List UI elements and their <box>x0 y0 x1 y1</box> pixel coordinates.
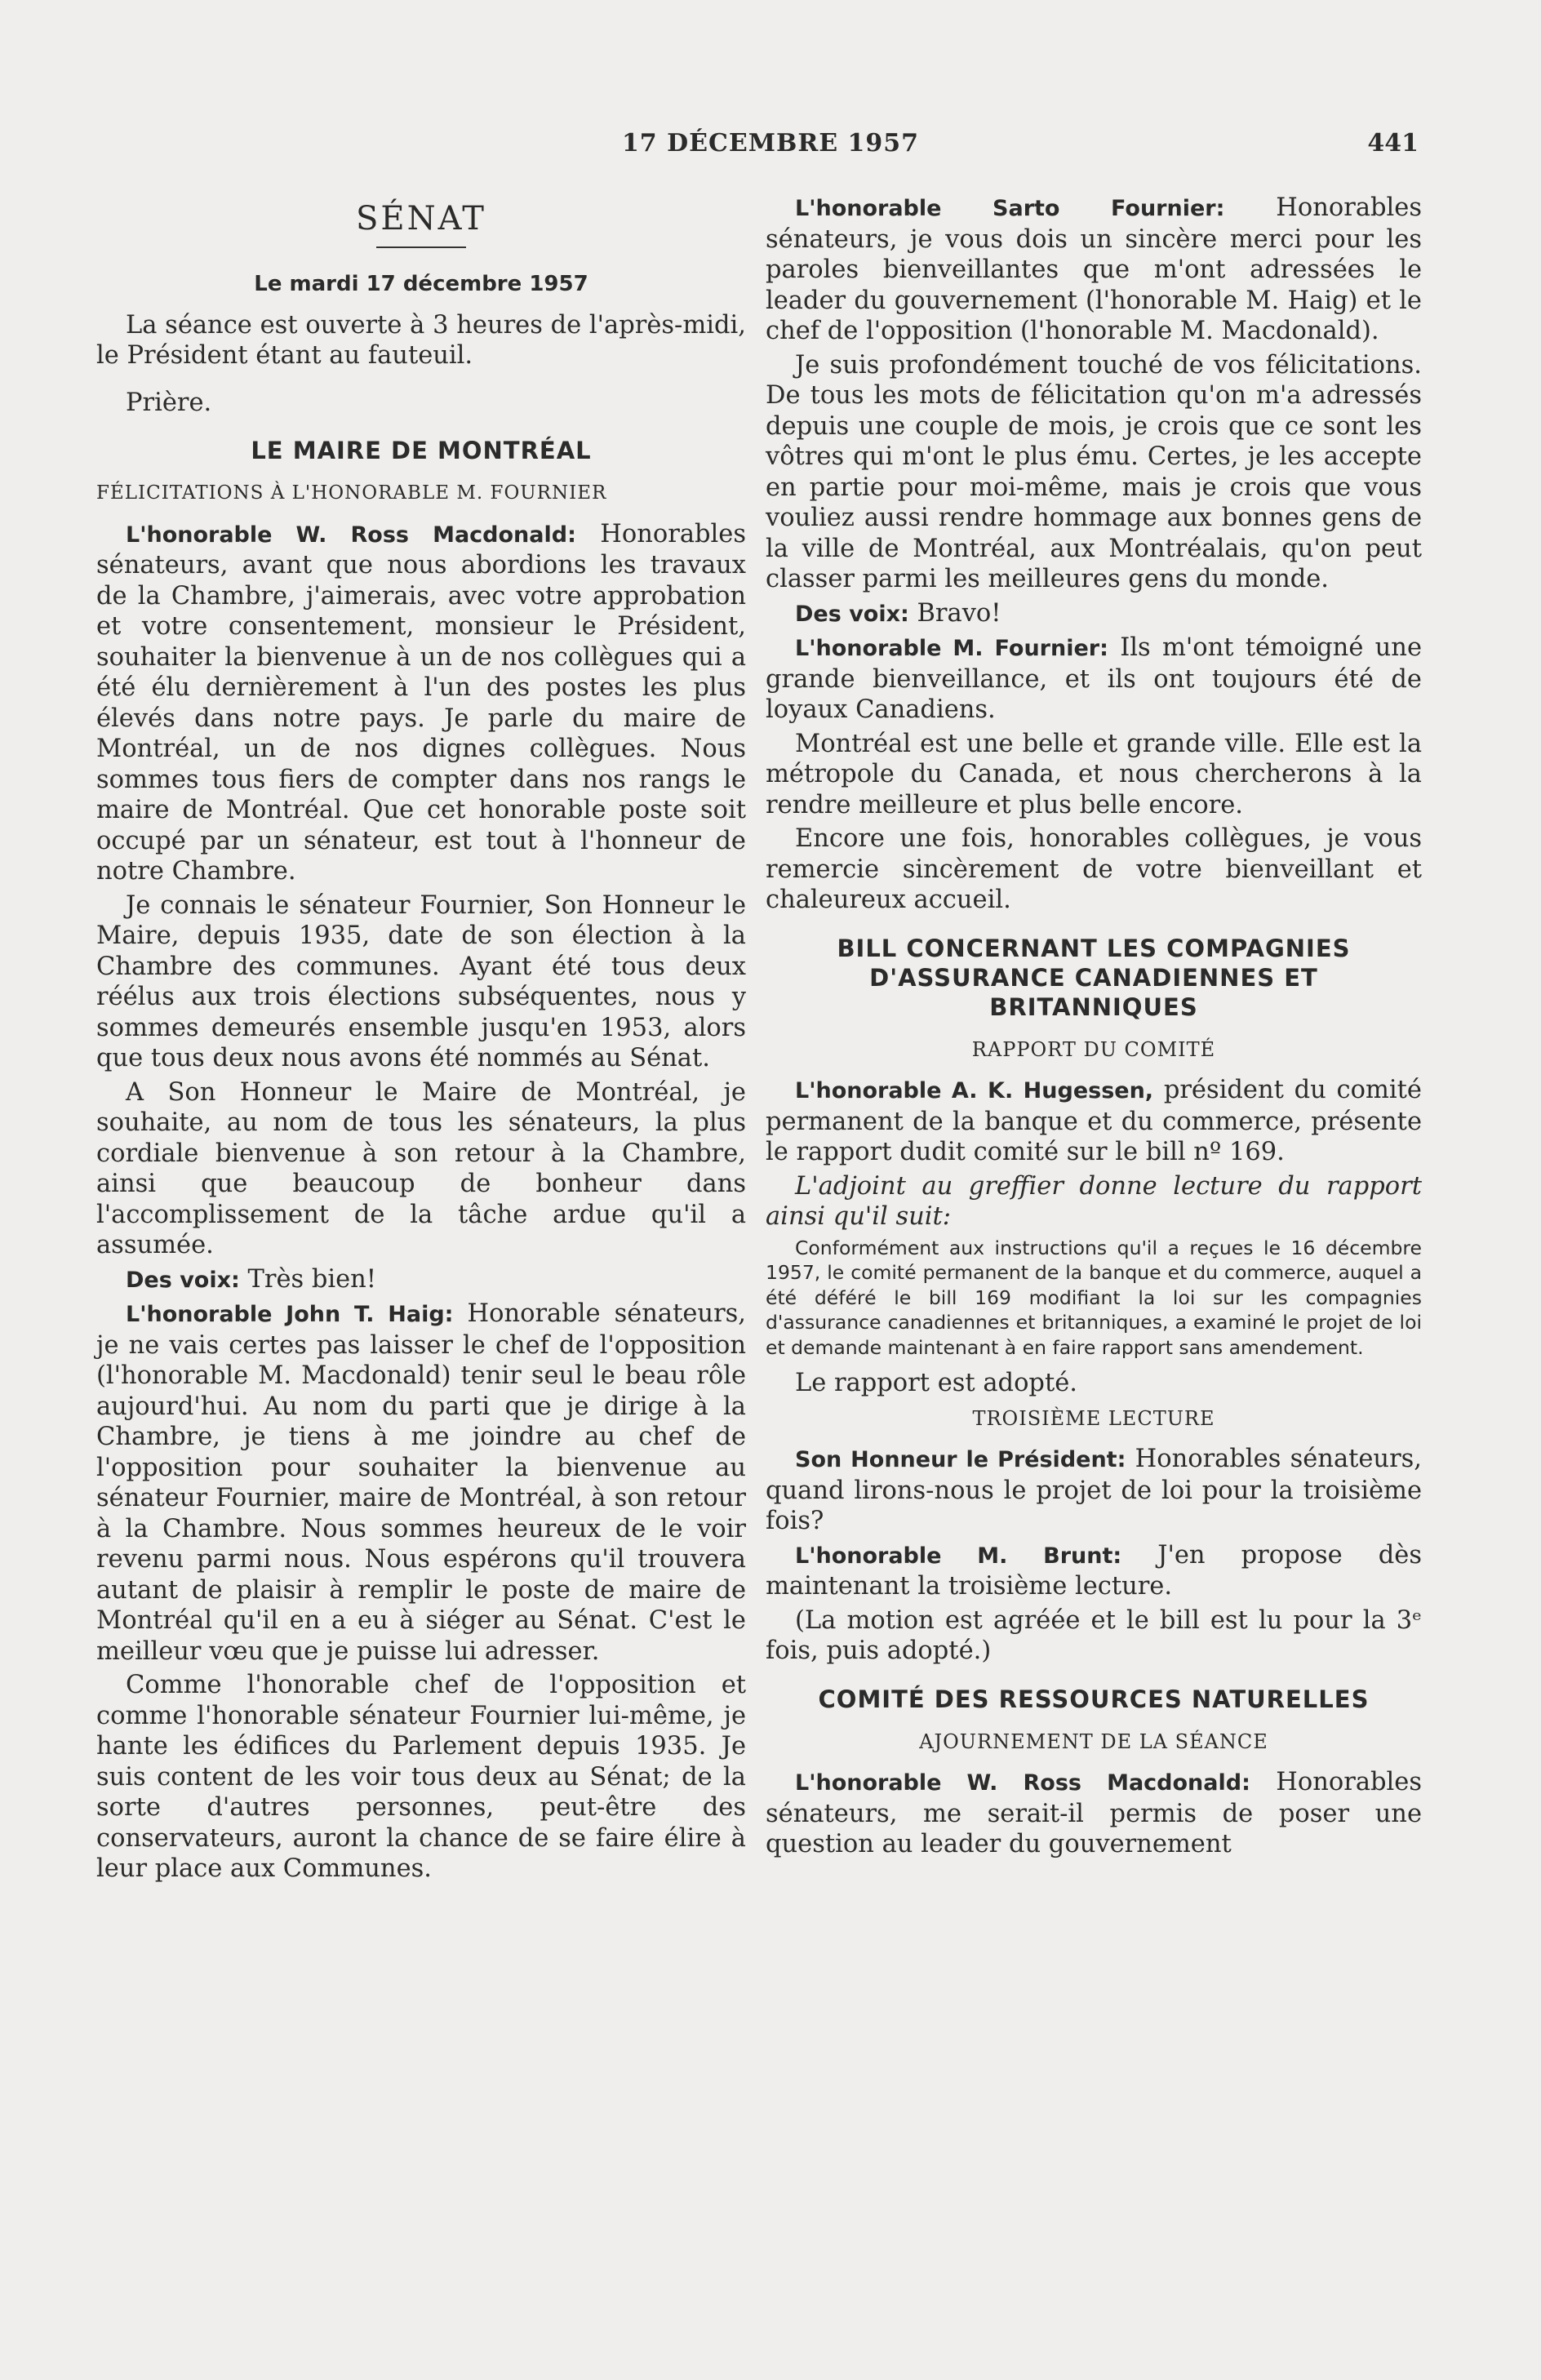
speaker: L'honorable M. Fournier: <box>795 636 1108 661</box>
prayer: Prière. <box>126 388 212 417</box>
speaker: L'honorable M. Brunt: <box>795 1543 1122 1569</box>
paragraph: L'adjoint au greffier donne lecture du rapport ainsi qu'il suit: <box>766 1171 1422 1231</box>
page-number: 441 <box>1367 129 1419 158</box>
speech: Honorables sénateurs, avant que nous abordions les travaux de la Chambre, j'aimerais, avec votre approbation et votre consentement, monsieur le Président, souhaiter la bienvenue à un de nos collègues qui a été élu dernièrement à l'un des postes les plus élevés dans notre pays. Je parle du maire de Montréal, un de nos dignes collègues. Nous sommes tous fiers de compter dans nos rangs le maire de Montréal. Que cet honorable poste soit occupé par un sénateur, est tout à l'honneur de notre Chambre. <box>96 519 746 886</box>
speaker: Des voix: <box>126 1267 240 1293</box>
section-title-bill: BILL CONCERNANT LES COMPAGNIES D'ASSURANCE CANADIENNES ET BRITANNIQUES <box>837 934 1351 1021</box>
section-subtitle-rapport: RAPPORT DU COMITÉ <box>971 1037 1216 1061</box>
sitting-date: Le mardi 17 décembre 1957 <box>254 272 588 296</box>
opening-paragraph: La séance est ouverte à 3 heures de l'après-midi, le Président étant au fauteuil. <box>96 310 746 370</box>
speech: J'en propose dès maintenant la troisième lecture. <box>766 1540 1422 1601</box>
speech: Très bien! <box>247 1264 377 1294</box>
section-subtitle-lecture: TROISIÈME LECTURE <box>972 1406 1215 1430</box>
section-subtitle-ajournement: AJOURNEMENT DE LA SÉANCE <box>919 1729 1268 1753</box>
paragraph <box>766 1540 1422 1602</box>
section-subtitle-felicitations: FÉLICITATIONS À L'HONORABLE M. FOURNIER <box>96 482 607 504</box>
speaker: L'honorable W. Ross Macdonald: <box>795 1770 1250 1796</box>
paragraph <box>766 193 1422 347</box>
paragraph <box>96 1299 746 1667</box>
speaker: L'honorable A. K. Hugessen, <box>795 1078 1154 1103</box>
paragraph <box>766 633 1422 726</box>
speaker: Des voix: <box>795 601 909 627</box>
paragraph <box>766 598 1422 630</box>
speaker: L'honorable John T. Haig: <box>126 1302 454 1327</box>
speaker: L'honorable W. Ross Macdonald: <box>126 522 576 548</box>
section-title-comite: COMITÉ DES RESSOURCES NATURELLES <box>818 1685 1370 1713</box>
committee-report: Conformément aux instructions qu'il a reçues le 16 décembre 1957, le comité permanent de la banque et du commerce, auquel a été déféré le bill 169 modifiant la loi sur les compagnies d'assurance canadiennes et britanniques, a examiné le projet de loi et demande maintenant à en faire rapport sans amendement. <box>766 1236 1422 1359</box>
paragraph: Montréal est une belle et grande ville. Elle est la métropole du Canada, et nous chercherons à la rendre meilleure et plus belle encore. <box>766 729 1422 819</box>
speech: Honorable sénateurs, je ne vais certes pas laisser le chef de l'opposition (l'honorable M. Macdonald) tenir seul le beau rôle aujourd'hui. Au nom du parti que je dirige à la Chambre, je tiens à me joindre au chef de l'opposition pour souhaiter la bienvenue au sénateur Fournier, maire de Montréal, à son retour à la Chambre. Nous sommes heureux de le voir revenu parmi nous. Nous espérons qu'il trouvera autant de plaisir à remplir le poste de maire de Montréal qu'il en a eu à siéger au Sénat. C'est le meilleur vœu que je puisse lui adresser. <box>96 1299 746 1666</box>
paragraph: A Son Honneur le Maire de Montréal, je souhaite, au nom de tous les sénateurs, la plus cordiale bienvenue à son retour à la Chambre, ainsi que beaucoup de bonheur dans l'accomplissement de la tâche ardue qu'il a assumée. <box>96 1077 746 1259</box>
paragraph <box>766 1767 1422 1860</box>
paragraph: (La motion est agréée et le bill est lu pour la 3ᵉ fois, puis adopté.) <box>766 1605 1422 1665</box>
title-rule <box>376 246 466 248</box>
speech: président du comité permanent de la banque et du commerce, présente le rapport dudit comité sur le bill nº 169. <box>766 1076 1422 1166</box>
right-column <box>766 193 1422 1863</box>
speaker: L'honorable Sarto Fournier: <box>795 196 1225 221</box>
speech: Ils m'ont témoigné une grande bienveillance, et ils ont toujours été de loyaux Canadiens. <box>766 633 1422 724</box>
senate-title: SÉNAT <box>356 200 486 238</box>
header-date: 17 DÉCEMBRE 1957 <box>621 129 920 158</box>
paragraph: Le rapport est adopté. <box>795 1369 1077 1397</box>
speech: Bravo! <box>917 598 1001 628</box>
speech: Honorables sénateurs, quand lirons-nous le projet de loi pour la troisième fois? <box>766 1445 1423 1535</box>
paragraph <box>766 1075 1422 1168</box>
paragraph <box>96 519 746 887</box>
speech: Honorables sénateurs, je vous dois un sincère merci pour les paroles bienveillantes que m'ont adressées le leader du gouvernement (l'honorable M. Haig) et le chef de l'opposition (l'honorable M. Macdonald). <box>766 193 1422 345</box>
speaker: Son Honneur le Président: <box>795 1447 1126 1472</box>
paragraph <box>96 1264 746 1296</box>
running-head <box>0 129 1541 170</box>
paragraph: Je suis profondément touché de vos félicitations. De tous les mots de félicitation qu'on m'a adressés depuis une couple de mois, je crois que ce sont les vôtres qui m'ont le plus ému. Certes, je les accepte en partie pour moi-même, mais je crois que vous vouliez aussi rendre hommage aux bonnes gens de la ville de Montréal, aux Montréalais, qu'on peut classer parmi les meilleures gens du monde. <box>766 350 1422 593</box>
paragraph: Encore une fois, honorables collègues, je vous remercie sincèrement de votre bienveillant et chaleureux accueil. <box>766 824 1422 914</box>
left-column <box>96 193 746 1888</box>
section-title-maire: LE MAIRE DE MONTRÉAL <box>251 437 592 464</box>
speech: Honorables sénateurs, me serait-il permis de poser une question au leader du gouvernement <box>766 1768 1422 1858</box>
paragraph: Je connais le sénateur Fournier, Son Honneur le Maire, depuis 1935, date de son élection à la Chambre des communes. Ayant été tous deux réélus aux trois élections subséquentes, nous y sommes demeurés ensemble jusqu'en 1953, alors que tous deux nous avons été nommés au Sénat. <box>96 890 746 1072</box>
paragraph: Comme l'honorable chef de l'opposition et comme l'honorable sénateur Fournier lui-même, je hante les édifices du Parlement depuis 1935. Je suis content de les voir tous deux au Sénat; de la sorte d'autres personnes, peut-être des conservateurs, auront la chance de se faire élire à leur place aux Communes. <box>96 1671 746 1883</box>
paragraph <box>766 1444 1422 1537</box>
